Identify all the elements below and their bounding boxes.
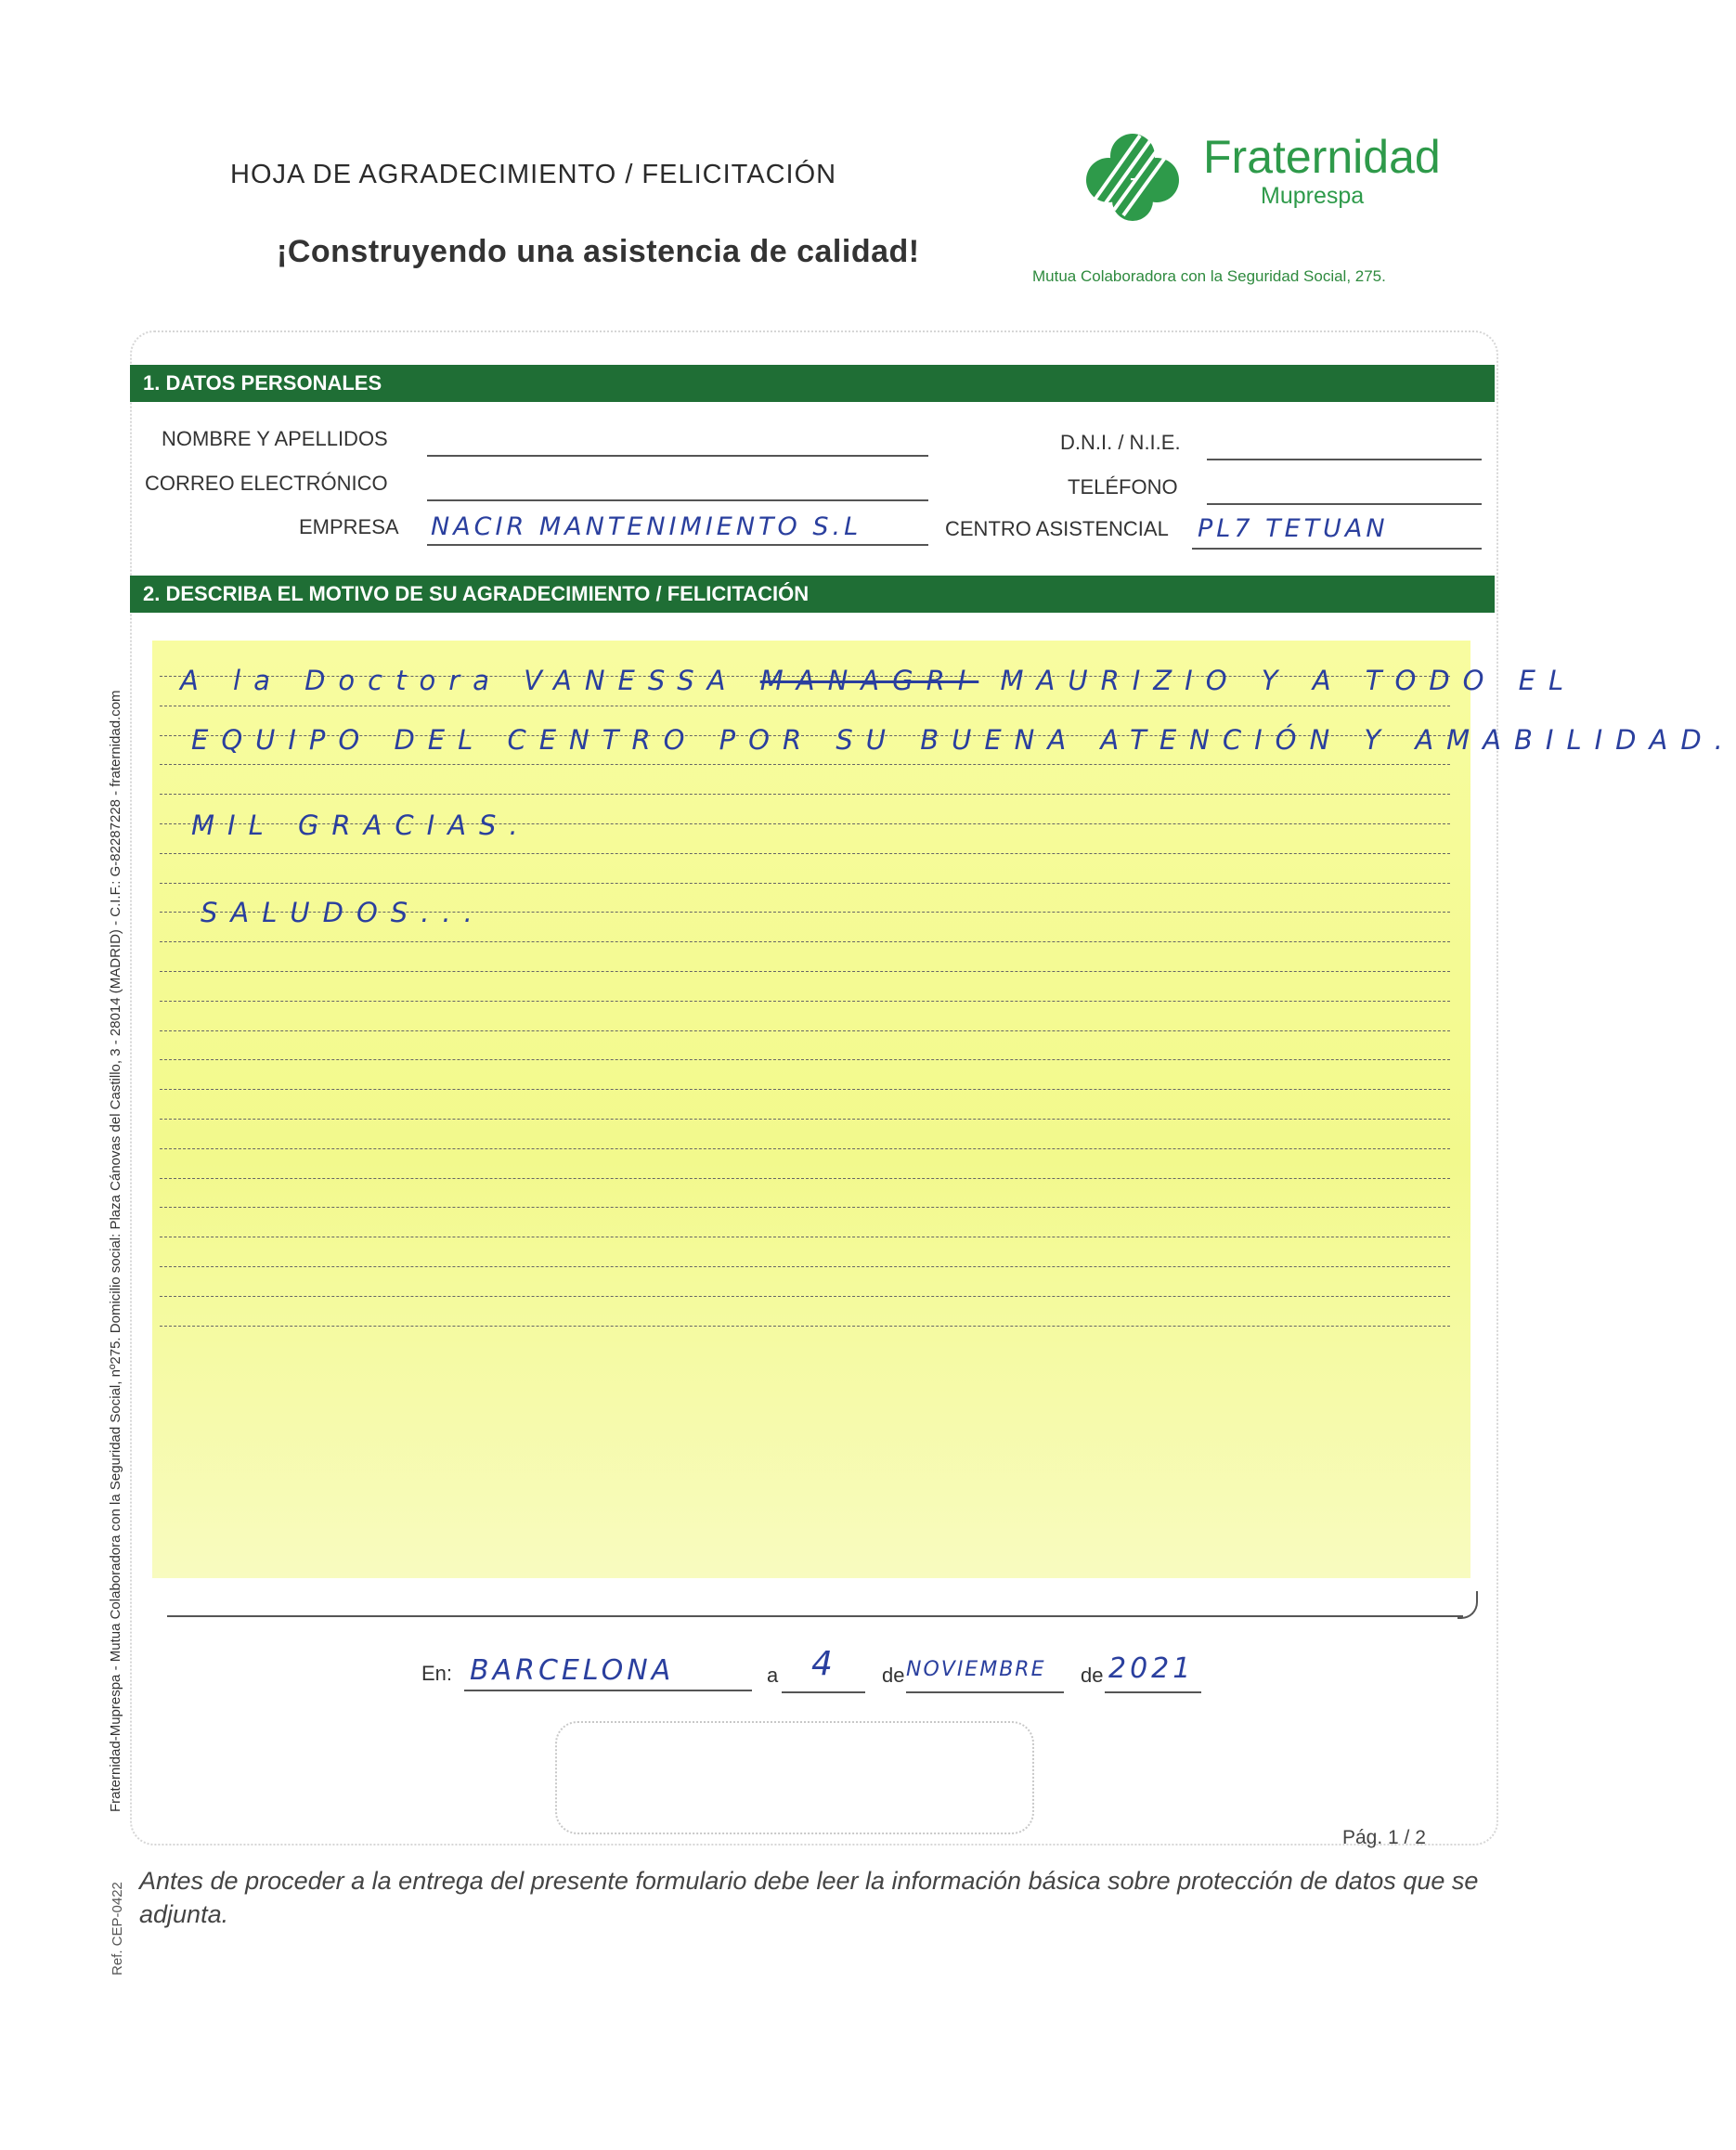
brand-subname: Muprespa <box>1261 183 1365 209</box>
company-field-line <box>427 544 928 546</box>
message-rule-line <box>160 1326 1450 1327</box>
company-value[interactable]: NACIR MANTENIMIENTO S.L <box>431 512 862 541</box>
message-line-4: SALUDOS... <box>201 897 486 928</box>
dni-label: D.N.I. / N.I.E. <box>1060 431 1181 454</box>
message-rule-line <box>160 1148 1450 1149</box>
message-line-1 <box>180 665 1576 696</box>
center-field-line <box>1192 548 1482 550</box>
legal-side-text: Fraternidad-Muprespa - Mutua Colaboradora con la Seguridad Social, nº275. Domicilio social: Plaza Cánovas del Castillo, 3 - 28014 (MADRID) - C.I.F.: G-82287228 - fraternidad.com <box>108 690 123 1812</box>
year-field-line <box>1105 1691 1201 1693</box>
place-field-line <box>464 1690 752 1691</box>
day-value[interactable]: 4 <box>811 1645 836 1683</box>
year-label: de <box>1081 1664 1104 1687</box>
message-rule-line <box>160 764 1450 765</box>
email-field[interactable] <box>427 499 928 501</box>
message-rule-line <box>160 971 1450 972</box>
message-rule-line <box>160 1178 1450 1179</box>
message-rule-line <box>160 883 1450 884</box>
section-motive-heading: 2. DESCRIBA EL MOTIVO DE SU AGRADECIMIENTO / FELICITACIÓN <box>130 576 1495 613</box>
fraternidad-clover-logo <box>1077 130 1188 223</box>
brand-tagline: Mutua Colaboradora con la Seguridad Social, 275. <box>1032 267 1386 285</box>
section-personal-data-heading: 1. DATOS PERSONALES <box>130 365 1495 402</box>
message-rule-line <box>160 1296 1450 1297</box>
brand-name: Fraternidad <box>1203 131 1441 183</box>
dni-field[interactable] <box>1207 459 1482 460</box>
message-line-2: EQUIPO DEL CENTRO POR SU BUENA ATENCIÓN Y AMABILIDAD. <box>191 724 1736 756</box>
message-rule-line <box>160 1001 1450 1002</box>
message-line-3: MIL GRACIAS. <box>191 809 531 841</box>
place-label: En: <box>421 1662 453 1685</box>
center-value[interactable]: PL7 TETUAN <box>1198 514 1389 543</box>
form-title: HOJA DE AGRADECIMIENTO / FELICITACIÓN <box>230 160 837 189</box>
message-rule-line <box>160 1030 1450 1031</box>
phone-field[interactable] <box>1207 503 1482 505</box>
month-field-line <box>906 1691 1064 1693</box>
message-rule-line <box>160 1266 1450 1267</box>
signature-box[interactable] <box>555 1721 1034 1834</box>
month-label: de <box>882 1664 905 1687</box>
message-rule-line <box>160 1207 1450 1208</box>
page-number: Pág. 1 / 2 <box>1342 1827 1426 1848</box>
day-label: a <box>767 1664 779 1687</box>
privacy-notice: Antes de proceder a la entrega del presente formulario debe leer la información básica sobre protección de datos que se adjunta. <box>139 1867 1479 1928</box>
message-bottom-line <box>167 1615 1463 1617</box>
message-rule-line <box>160 1119 1450 1120</box>
message-rule-line <box>160 794 1450 795</box>
form-subtitle: ¡Construyendo una asistencia de calidad! <box>277 234 920 269</box>
year-value[interactable]: 2021 <box>1108 1652 1195 1685</box>
message-rule-line <box>160 853 1450 854</box>
message-line-1-part-a: A la Doctora VANESSA <box>180 665 739 696</box>
message-rule-line <box>160 1059 1450 1060</box>
month-value[interactable]: NOVIEMBRE <box>906 1658 1046 1681</box>
email-label: CORREO ELECTRÓNICO <box>145 472 388 495</box>
message-rule-line <box>160 1089 1450 1090</box>
message-rule-line <box>160 941 1450 942</box>
day-field-line <box>782 1691 865 1693</box>
message-line-1-part-b: MAURIZIO Y A TODO EL <box>1000 665 1577 696</box>
message-struck-word: MANAGRI <box>759 665 979 696</box>
company-label: EMPRESA <box>299 515 399 538</box>
place-value[interactable]: BARCELONA <box>470 1654 675 1687</box>
form-reference: Ref. CEP-0422 <box>110 1882 125 1975</box>
name-field[interactable] <box>427 455 928 457</box>
center-label: CENTRO ASISTENCIAL <box>945 517 1169 540</box>
highlighter-mark <box>152 641 1470 1578</box>
phone-label: TELÉFONO <box>1068 475 1178 499</box>
name-label: NOMBRE Y APELLIDOS <box>162 427 388 450</box>
